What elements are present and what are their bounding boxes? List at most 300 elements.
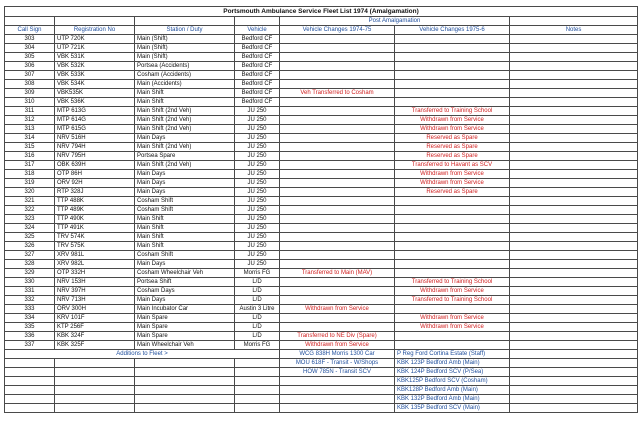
registration-cell: ORV 92H <box>55 179 135 188</box>
header-call-sign: Call Sign <box>5 26 55 35</box>
blank-cell <box>135 404 235 413</box>
call-sign-cell: 320 <box>5 188 55 197</box>
changes-1974-cell <box>280 314 395 323</box>
changes-1975-cell <box>395 44 510 53</box>
notes-cell <box>510 224 638 233</box>
changes-1974-cell <box>280 134 395 143</box>
registration-cell: OTP 86H <box>55 170 135 179</box>
addition-1974-cell <box>280 395 395 404</box>
table-row <box>5 80 638 89</box>
changes-1975-cell <box>395 62 510 71</box>
station-cell: Main Shift <box>135 215 235 224</box>
title-row <box>5 7 638 17</box>
station-cell: Main Spare <box>135 332 235 341</box>
call-sign-cell: 333 <box>5 305 55 314</box>
call-sign-cell: 326 <box>5 242 55 251</box>
changes-1975-cell: Withdrawn from Service <box>395 179 510 188</box>
blank-cell <box>5 359 55 368</box>
notes-cell <box>510 188 638 197</box>
addition-1975-cell: KBK 124P Bedford SCV (P/Sea) <box>395 368 510 377</box>
vehicle-cell: Bedford CF <box>235 71 280 80</box>
blank-cell <box>5 386 55 395</box>
notes-cell <box>510 116 638 125</box>
changes-1974-cell <box>280 233 395 242</box>
registration-cell: MTP 613G <box>55 107 135 116</box>
addition-1975-cell: KBK125P Bedford SCV (Cosham) <box>395 377 510 386</box>
call-sign-cell: 308 <box>5 80 55 89</box>
addition-1974-cell <box>280 377 395 386</box>
registration-cell: VBK 534K <box>55 80 135 89</box>
table-row <box>5 134 638 143</box>
table-row <box>5 287 638 296</box>
table-row <box>5 161 638 170</box>
vehicle-cell: L/D <box>235 296 280 305</box>
changes-1974-cell: Transferred to Main (MAV) <box>280 269 395 278</box>
blank-cell <box>55 368 135 377</box>
additions-row <box>5 359 638 368</box>
notes-cell <box>510 80 638 89</box>
call-sign-cell: 313 <box>5 125 55 134</box>
registration-cell: MTP 614G <box>55 116 135 125</box>
sheet-title: Portsmouth Ambulance Service Fleet List 1974 (Amalgamation) <box>5 7 638 17</box>
notes-cell <box>510 134 638 143</box>
table-row <box>5 152 638 161</box>
blank-cell <box>235 377 280 386</box>
table-row <box>5 341 638 350</box>
notes-cell <box>510 35 638 44</box>
call-sign-cell: 330 <box>5 278 55 287</box>
changes-1974-cell <box>280 278 395 287</box>
notes-cell <box>510 89 638 98</box>
call-sign-cell: 309 <box>5 89 55 98</box>
table-row <box>5 53 638 62</box>
call-sign-cell: 335 <box>5 323 55 332</box>
registration-cell: OTP 332H <box>55 269 135 278</box>
header-notes: Notes <box>510 26 638 35</box>
changes-1975-cell: Transferred to Training School <box>395 278 510 287</box>
vehicle-cell: Bedford CF <box>235 44 280 53</box>
changes-1975-cell: Transferred to Havant as SCV <box>395 161 510 170</box>
addition-1975-cell: P Reg Ford Cortina Estate (Staff) <box>395 350 510 359</box>
call-sign-cell: 311 <box>5 107 55 116</box>
station-cell: Main (Shift) <box>135 44 235 53</box>
station-cell: Main Wheelchair Veh <box>135 341 235 350</box>
registration-cell: NRV 516H <box>55 134 135 143</box>
changes-1974-cell <box>280 197 395 206</box>
registration-cell: TTP 491K <box>55 224 135 233</box>
changes-1974-cell <box>280 296 395 305</box>
vehicle-cell: JU 250 <box>235 242 280 251</box>
header-post-amalgamation: Post Amalgamation <box>280 17 510 26</box>
changes-1975-cell: Transferred to Training School <box>395 296 510 305</box>
registration-cell: MTP 615G <box>55 125 135 134</box>
blank-cell <box>235 359 280 368</box>
station-cell: Portsea (Accidents) <box>135 62 235 71</box>
vehicle-cell: JU 250 <box>235 152 280 161</box>
changes-1975-cell <box>395 35 510 44</box>
registration-cell: KBK 324F <box>55 332 135 341</box>
registration-cell: UTP 720K <box>55 35 135 44</box>
call-sign-cell: 331 <box>5 287 55 296</box>
changes-1974-cell <box>280 62 395 71</box>
header-row-2 <box>5 26 638 35</box>
station-cell: Cosham Wheelchair Veh <box>135 269 235 278</box>
vehicle-cell: JU 250 <box>235 170 280 179</box>
registration-cell: NRV 713H <box>55 296 135 305</box>
changes-1974-cell <box>280 98 395 107</box>
changes-1975-cell <box>395 215 510 224</box>
additions-row <box>5 386 638 395</box>
table-row <box>5 98 638 107</box>
additions-row <box>5 350 638 359</box>
blank-cell <box>5 368 55 377</box>
station-cell: Main Spare <box>135 314 235 323</box>
table-row <box>5 332 638 341</box>
changes-1974-cell <box>280 215 395 224</box>
notes-cell <box>510 161 638 170</box>
changes-1974-cell <box>280 260 395 269</box>
call-sign-cell: 329 <box>5 269 55 278</box>
table-row <box>5 242 638 251</box>
changes-1974-cell <box>280 71 395 80</box>
notes-cell <box>510 98 638 107</box>
notes-cell <box>510 368 638 377</box>
changes-1974-cell <box>280 287 395 296</box>
vehicle-cell: Bedford CF <box>235 89 280 98</box>
call-sign-cell: 314 <box>5 134 55 143</box>
registration-cell: NRV 794H <box>55 143 135 152</box>
table-row <box>5 125 638 134</box>
table-row <box>5 71 638 80</box>
notes-cell <box>510 197 638 206</box>
registration-cell: OBK 639H <box>55 161 135 170</box>
call-sign-cell: 310 <box>5 98 55 107</box>
blank-cell <box>235 404 280 413</box>
registration-cell: XRV 982L <box>55 260 135 269</box>
notes-cell <box>510 404 638 413</box>
vehicle-cell: JU 250 <box>235 233 280 242</box>
call-sign-cell: 304 <box>5 44 55 53</box>
changes-1974-cell: Veh Transferred to Cosham <box>280 89 395 98</box>
vehicle-cell: JU 250 <box>235 134 280 143</box>
vehicle-cell: Bedford CF <box>235 80 280 89</box>
registration-cell: TTP 488K <box>55 197 135 206</box>
notes-cell <box>510 206 638 215</box>
station-cell: Main Shift (2nd Veh) <box>135 161 235 170</box>
vehicle-cell: L/D <box>235 314 280 323</box>
call-sign-cell: 323 <box>5 215 55 224</box>
table-row <box>5 188 638 197</box>
addition-1974-cell <box>280 386 395 395</box>
notes-cell <box>510 323 638 332</box>
addition-1975-cell: KBK 132P Bedford Amb (Main) <box>395 395 510 404</box>
registration-cell: RTP 328J <box>55 188 135 197</box>
vehicle-cell: JU 250 <box>235 188 280 197</box>
table-row <box>5 314 638 323</box>
vehicle-cell: JU 250 <box>235 260 280 269</box>
registration-cell: TTP 489K <box>55 206 135 215</box>
blank-cell <box>135 359 235 368</box>
station-cell: Portsea Shift <box>135 278 235 287</box>
fleet-table <box>4 6 638 413</box>
station-cell: Cosham Shift <box>135 251 235 260</box>
changes-1975-cell: Withdrawn from Service <box>395 287 510 296</box>
registration-cell: KTP 256F <box>55 323 135 332</box>
station-cell: Main Shift (2nd Veh) <box>135 116 235 125</box>
fleet-list-sheet <box>4 6 637 413</box>
call-sign-cell: 316 <box>5 152 55 161</box>
changes-1975-cell <box>395 71 510 80</box>
station-cell: Main Days <box>135 260 235 269</box>
station-cell: Cosham (Accidents) <box>135 71 235 80</box>
table-row <box>5 206 638 215</box>
blank-cell <box>135 395 235 404</box>
station-cell: Main Days <box>135 134 235 143</box>
call-sign-cell: 312 <box>5 116 55 125</box>
blank-cell <box>235 395 280 404</box>
addition-1974-cell: WCG 838H Morris 1300 Car <box>280 350 395 359</box>
call-sign-cell: 321 <box>5 197 55 206</box>
additions-row <box>5 404 638 413</box>
vehicle-cell: Bedford CF <box>235 62 280 71</box>
table-row <box>5 107 638 116</box>
changes-1975-cell <box>395 89 510 98</box>
registration-cell: NRV 397H <box>55 287 135 296</box>
additions-row <box>5 395 638 404</box>
call-sign-cell: 315 <box>5 143 55 152</box>
changes-1975-cell <box>395 305 510 314</box>
vehicle-cell: Morris FG <box>235 269 280 278</box>
station-cell: Main Spare <box>135 323 235 332</box>
table-row <box>5 296 638 305</box>
table-row <box>5 116 638 125</box>
changes-1974-cell <box>280 53 395 62</box>
changes-1974-cell <box>280 179 395 188</box>
registration-cell: TRV 575K <box>55 242 135 251</box>
station-cell: Main Days <box>135 179 235 188</box>
blank-cell <box>5 395 55 404</box>
vehicle-cell: JU 250 <box>235 125 280 134</box>
changes-1975-cell <box>395 197 510 206</box>
call-sign-cell: 303 <box>5 35 55 44</box>
changes-1975-cell <box>395 251 510 260</box>
changes-1974-cell <box>280 323 395 332</box>
vehicle-cell: Morris FG <box>235 341 280 350</box>
station-cell: Cosham Shift <box>135 197 235 206</box>
call-sign-cell: 317 <box>5 161 55 170</box>
changes-1974-cell <box>280 107 395 116</box>
station-cell: Main Shift (2nd Veh) <box>135 143 235 152</box>
table-row <box>5 305 638 314</box>
vehicle-cell: JU 250 <box>235 107 280 116</box>
changes-1975-cell <box>395 242 510 251</box>
header-station: Station / Duty <box>135 26 235 35</box>
notes-cell <box>510 377 638 386</box>
notes-cell <box>510 332 638 341</box>
notes-cell <box>510 314 638 323</box>
changes-1975-cell: Withdrawn from Service <box>395 170 510 179</box>
station-cell: Main Days <box>135 170 235 179</box>
table-row <box>5 35 638 44</box>
table-row <box>5 215 638 224</box>
blank-cell <box>55 404 135 413</box>
changes-1974-cell <box>280 125 395 134</box>
changes-1974-cell <box>280 44 395 53</box>
notes-cell <box>510 269 638 278</box>
blank-cell <box>55 359 135 368</box>
notes-cell <box>510 242 638 251</box>
notes-cell <box>510 260 638 269</box>
registration-cell: KRV 101F <box>55 314 135 323</box>
station-cell: Main (Accidents) <box>135 80 235 89</box>
registration-cell: TRV 574K <box>55 233 135 242</box>
notes-cell <box>510 341 638 350</box>
registration-cell: VBK 532K <box>55 62 135 71</box>
notes-cell <box>510 53 638 62</box>
changes-1974-cell <box>280 143 395 152</box>
notes-cell <box>510 107 638 116</box>
station-cell: Cosham Shift <box>135 206 235 215</box>
table-row <box>5 197 638 206</box>
changes-1975-cell <box>395 224 510 233</box>
notes-cell <box>510 287 638 296</box>
changes-1974-cell <box>280 224 395 233</box>
notes-cell <box>510 296 638 305</box>
table-row <box>5 251 638 260</box>
vehicle-cell: L/D <box>235 278 280 287</box>
changes-1975-cell <box>395 206 510 215</box>
call-sign-cell: 319 <box>5 179 55 188</box>
changes-1975-cell: Reserved as Spare <box>395 188 510 197</box>
changes-1974-cell: Withdrawn from Service <box>280 341 395 350</box>
changes-1974-cell <box>280 161 395 170</box>
blank-cell <box>5 377 55 386</box>
registration-cell: VBK535K <box>55 89 135 98</box>
vehicle-cell: JU 250 <box>235 251 280 260</box>
changes-1975-cell: Withdrawn from Service <box>395 314 510 323</box>
call-sign-cell: 306 <box>5 62 55 71</box>
addition-1974-cell: HOW 785N - Transit SCV <box>280 368 395 377</box>
call-sign-cell: 334 <box>5 314 55 323</box>
notes-cell <box>510 233 638 242</box>
call-sign-cell: 305 <box>5 53 55 62</box>
registration-cell: VBK 536K <box>55 98 135 107</box>
changes-1975-cell <box>395 80 510 89</box>
notes-cell <box>510 215 638 224</box>
vehicle-cell: JU 250 <box>235 215 280 224</box>
header-changes-1975: Vehicle Changes 1975-6 <box>395 26 510 35</box>
vehicle-cell: Bedford CF <box>235 98 280 107</box>
notes-cell <box>510 62 638 71</box>
blank-cell <box>135 368 235 377</box>
station-cell: Main Shift <box>135 242 235 251</box>
changes-1975-cell: Withdrawn from Service <box>395 125 510 134</box>
station-cell: Main (Shift) <box>135 35 235 44</box>
notes-cell <box>510 125 638 134</box>
station-cell: Cosham Days <box>135 287 235 296</box>
table-row <box>5 269 638 278</box>
station-cell: Main Shift (2nd Veh) <box>135 125 235 134</box>
changes-1975-cell <box>395 98 510 107</box>
blank-cell <box>135 386 235 395</box>
notes-cell <box>510 350 638 359</box>
registration-cell: VBK 531K <box>55 53 135 62</box>
notes-cell <box>510 386 638 395</box>
registration-cell: ORV 300H <box>55 305 135 314</box>
changes-1975-cell <box>395 260 510 269</box>
changes-1974-cell <box>280 35 395 44</box>
changes-1974-cell <box>280 170 395 179</box>
notes-cell <box>510 71 638 80</box>
addition-1975-cell: KBK 135P Bedford SCV (Main) <box>395 404 510 413</box>
changes-1974-cell <box>280 206 395 215</box>
table-row <box>5 143 638 152</box>
notes-cell <box>510 359 638 368</box>
additions-row <box>5 368 638 377</box>
station-cell: Main Days <box>135 296 235 305</box>
registration-cell: NRV 795H <box>55 152 135 161</box>
table-row <box>5 224 638 233</box>
vehicle-cell: L/D <box>235 287 280 296</box>
changes-1975-cell: Reserved as Spare <box>395 152 510 161</box>
vehicle-cell: Bedford CF <box>235 35 280 44</box>
header-registration: Registration No <box>55 26 135 35</box>
vehicle-cell: L/D <box>235 332 280 341</box>
station-cell: Main Days <box>135 188 235 197</box>
additions-label: Additions to Fleet > <box>5 350 280 359</box>
blank-cell <box>55 395 135 404</box>
vehicle-cell: Austin 3 Litre <box>235 305 280 314</box>
vehicle-cell: JU 250 <box>235 224 280 233</box>
header-vehicle: Vehicle <box>235 26 280 35</box>
addition-1974-cell: MOU 618F - Transit - W/Shops <box>280 359 395 368</box>
changes-1974-cell <box>280 116 395 125</box>
table-row <box>5 179 638 188</box>
station-cell: Main Shift <box>135 224 235 233</box>
additions-row <box>5 377 638 386</box>
blank-cell <box>55 386 135 395</box>
notes-cell <box>510 395 638 404</box>
table-row <box>5 323 638 332</box>
table-row <box>5 233 638 242</box>
call-sign-cell: 307 <box>5 71 55 80</box>
call-sign-cell: 322 <box>5 206 55 215</box>
changes-1975-cell: Withdrawn from Service <box>395 116 510 125</box>
changes-1975-cell: Reserved as Spare <box>395 134 510 143</box>
registration-cell: XRV 981L <box>55 251 135 260</box>
call-sign-cell: 327 <box>5 251 55 260</box>
blank-cell <box>55 377 135 386</box>
station-cell: Main Incubator Car <box>135 305 235 314</box>
vehicle-cell: JU 250 <box>235 197 280 206</box>
station-cell: Main Shift (2nd Veh) <box>135 107 235 116</box>
changes-1974-cell <box>280 242 395 251</box>
table-row <box>5 44 638 53</box>
changes-1975-cell <box>395 269 510 278</box>
header-row-1 <box>5 17 638 26</box>
table-row <box>5 62 638 71</box>
call-sign-cell: 336 <box>5 332 55 341</box>
registration-cell: NRV 153H <box>55 278 135 287</box>
notes-cell <box>510 278 638 287</box>
blank-cell <box>235 368 280 377</box>
vehicle-cell: JU 250 <box>235 143 280 152</box>
notes-cell <box>510 305 638 314</box>
changes-1974-cell: Withdrawn from Service <box>280 305 395 314</box>
vehicle-cell: Bedford CF <box>235 53 280 62</box>
call-sign-cell: 318 <box>5 170 55 179</box>
blank-cell <box>135 377 235 386</box>
